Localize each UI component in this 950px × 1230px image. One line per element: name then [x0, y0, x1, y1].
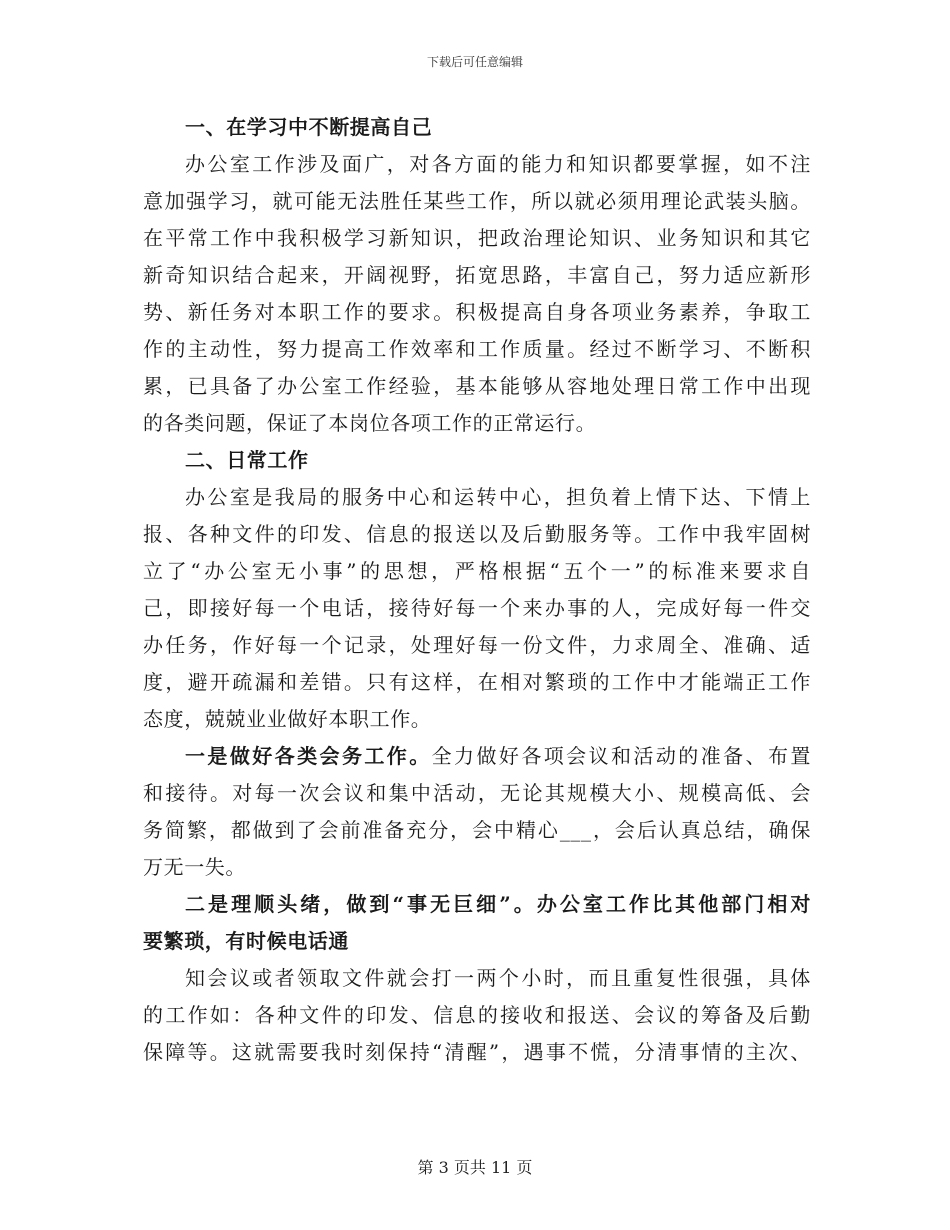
text-line: 立了“办公室无小事”的思想，严格根据“五个一”的标准来要求自 — [143, 559, 811, 583]
text-line: 办公室是我局的服务中心和运转中心，担负着上情下达、下情上 — [185, 485, 811, 509]
text-line: 保障等。这就需要我时刻保持“清醒”，遇事不慌，分清事情的主次、 — [143, 1040, 811, 1064]
bold-lead-text: 一是做好各类会务工作。 — [185, 744, 432, 768]
document-body — [143, 109, 811, 1071]
text-line: 累，已具备了办公室工作经验，基本能够从容地处理日常工作中出现 — [143, 374, 811, 398]
text-line: 的工作如：各种文件的印发、信息的接收和报送、会议的筹备及后勤 — [143, 1003, 811, 1027]
text-line: 势、新任务对本职工作的要求。积极提高自身各项业务素养，争取工 — [143, 300, 811, 324]
text-line — [143, 738, 811, 775]
text-line: 办任务，作好每一个记录，处理好每一份文件，力求周全、准确、适 — [143, 633, 811, 657]
text-line: 务简繁，都做到了会前准备充分，会中精心___，会后认真总结，确保 — [143, 818, 811, 842]
page-number: 第 3 页共 11 页 — [417, 1158, 533, 1177]
text-line: 知会议或者领取文件就会打一两个小时，而且重复性很强，具体 — [185, 966, 811, 990]
body-text: 全力做好各项会议和活动的准备、布置 — [431, 744, 811, 768]
heading-line: 二是理顺头绪，做到“事无巨细”。办公室工作比其他部门相对 — [185, 892, 811, 916]
header-note: 下载后可任意编辑 — [426, 55, 523, 69]
text-line: 新奇知识结合起来，开阔视野，拓宽思路，丰富自己，努力适应新形 — [143, 263, 811, 287]
heading-line: 一、在学习中不断提高自己 — [185, 115, 433, 139]
text-line: 报、各种文件的印发、信息的报送以及后勤服务等。工作中我牢固树 — [143, 522, 811, 546]
heading-line: 二、日常工作 — [185, 448, 309, 472]
text-line: 的各类问题，保证了本岗位各项工作的正常运行。 — [143, 411, 597, 435]
text-line: 态度，兢兢业业做好本职工作。 — [143, 707, 432, 731]
heading-line: 要繁琐，有时候电话通 — [143, 929, 349, 953]
text-line: 作的主动性，努力提高工作效率和工作质量。经过不断学习、不断积 — [143, 337, 811, 361]
text-line: 意加强学习，就可能无法胜任某些工作，所以就必须用理论武装头脑。 — [143, 189, 811, 213]
text-line: 万无一失。 — [143, 855, 246, 879]
text-line: 办公室工作涉及面广，对各方面的能力和知识都要掌握，如不注 — [185, 152, 811, 176]
text-line: 己，即接好每一个电话，接待好每一个来办事的人，完成好每一件交 — [143, 596, 811, 620]
text-line: 度，避开疏漏和差错。只有这样，在相对繁琐的工作中才能端正工作 — [143, 670, 811, 694]
text-line: 在平常工作中我积极学习新知识，把政治理论知识、业务知识和其它 — [143, 226, 811, 250]
text-line: 和接待。对每一次会议和集中活动，无论其规模大小、规模高低、会 — [143, 781, 811, 805]
